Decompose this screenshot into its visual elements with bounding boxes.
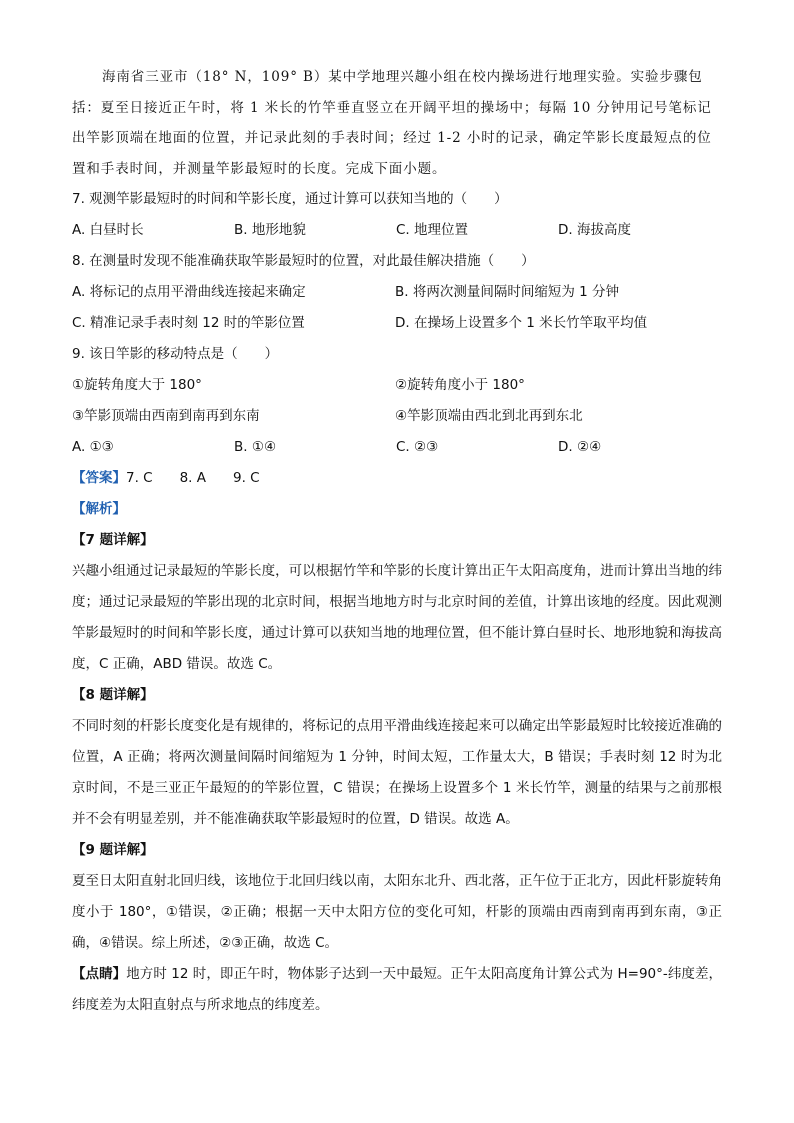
question-8-options-row-1 — [72, 277, 722, 308]
option-c: C. ②③ — [396, 439, 439, 455]
option-d: D. ②④ — [558, 439, 602, 455]
option-b: B. 地形地貌 — [234, 222, 306, 238]
tip-label: 【点睛】 — [72, 966, 127, 982]
statement-3: ③竿影顶端由西南到南再到东南 — [72, 408, 260, 424]
analysis-label: 【解析】 — [72, 501, 126, 517]
detail-7-title: 【7 题详解】 — [72, 532, 154, 548]
detail-7-text: 兴趣小组通过记录最短的竿影长度，可以根据竹竿和竿影的长度计算出正午太阳高度角，进而计算出当地的纬度；通过记录最短的竿影出现的北京时间，根据当地地方时与北京时间的差值，计算出该地的经度。因此观测竿影最短时的时间和竿影长度，通过计算可以获知当地的地理位置，但不能计算白昼时长、地形地貌和海拔高度，C 正确，ABD 错误。故选 C。 — [72, 563, 722, 672]
tip-paragraph — [72, 959, 722, 1021]
answer-label: 【答案】 — [72, 470, 126, 486]
statement-4: ④竿影顶端由西北到北再到东北 — [395, 408, 583, 424]
statement-2: ②旋转角度小于 180° — [395, 377, 525, 393]
question-9-statements-row-2 — [72, 401, 722, 432]
option-a: A. 白昼时长 — [72, 222, 144, 238]
question-8-options-row-2 — [72, 308, 722, 339]
option-d: D. 海拔高度 — [558, 222, 631, 238]
question-9-statements-row-1 — [72, 370, 722, 401]
detail-9-title: 【9 题详解】 — [72, 842, 154, 858]
option-c: C. 精准记录手表时刻 12 时的竿影位置 — [72, 315, 305, 331]
question-8-stem: 8. 在测量时发现不能准确获取竿影最短时的位置，对此最佳解决措施（ ） — [72, 253, 535, 269]
answer-line — [72, 463, 722, 494]
option-a: A. ①③ — [72, 439, 114, 455]
question-7-stem: 7. 观测竿影最短时的时间和竿影长度，通过计算可以获知当地的（ ） — [72, 191, 508, 207]
option-b: B. 将两次测量间隔时间缩短为 1 分钟 — [395, 284, 620, 300]
answer-text: 7. C 8. A 9. C — [126, 470, 260, 486]
statement-1: ①旋转角度大于 180° — [72, 377, 202, 393]
question-9-stem: 9. 该日竿影的移动特点是（ ） — [72, 346, 279, 362]
option-d: D. 在操场上设置多个 1 米长竹竿取平均值 — [395, 315, 648, 331]
question-7-options — [72, 215, 722, 246]
intro-paragraph: 海南省三亚市（18° N，109° B）某中学地理兴趣小组在校内操场进行地理实验。实验步骤包括：夏至日接近正午时，将 1 米长的竹竿垂直竖立在开阔平坦的操场中；每隔 10 分钟用记号笔标记出竿影顶端在地面的位置，并记录此刻的手表时间；经过 1-2 小时的记录，确定竿影长度最短点的位置和手表时间，并测量竿影最短时的长度。完成下面小题。 — [72, 69, 712, 177]
option-b: B. ①④ — [234, 439, 277, 455]
question-9-options — [72, 432, 722, 463]
tip-text: 地方时 12 时，即正午时，物体影子达到一天中最短。正午太阳高度角计算公式为 H=90°-纬度差，纬度差为太阳直射点与所求地点的纬度差。 — [72, 966, 722, 1013]
document-page — [72, 62, 722, 1021]
option-c: C. 地理位置 — [396, 222, 469, 238]
option-a: A. 将标记的点用平滑曲线连接起来确定 — [72, 284, 306, 300]
detail-9-text: 夏至日太阳直射北回归线，该地位于北回归线以南，太阳东北升、西北落，正午位于正北方，因此杆影旋转角度小于 180°，①错误，②正确；根据一天中太阳方位的变化可知，杆影的顶端由西南到南再到东南，③正确，④错误。综上所述，②③正确，故选 C。 — [72, 873, 722, 951]
detail-8-text: 不同时刻的杆影长度变化是有规律的，将标记的点用平滑曲线连接起来可以确定出竿影最短时比较接近准确的位置，A 正确；将两次测量间隔时间缩短为 1 分钟，时间太短，工作量太大，B 错误；手表时刻 12 时为北京时间，不是三亚正午最短的的竿影位置，C 错误；在操场上设置多个 1 米长竹竿，测量的结果与之前那根并不会有明显差别，并不能准确获取竿影最短时的位置，D 错误。故选 A。 — [72, 718, 722, 827]
detail-8-title: 【8 题详解】 — [72, 687, 154, 703]
